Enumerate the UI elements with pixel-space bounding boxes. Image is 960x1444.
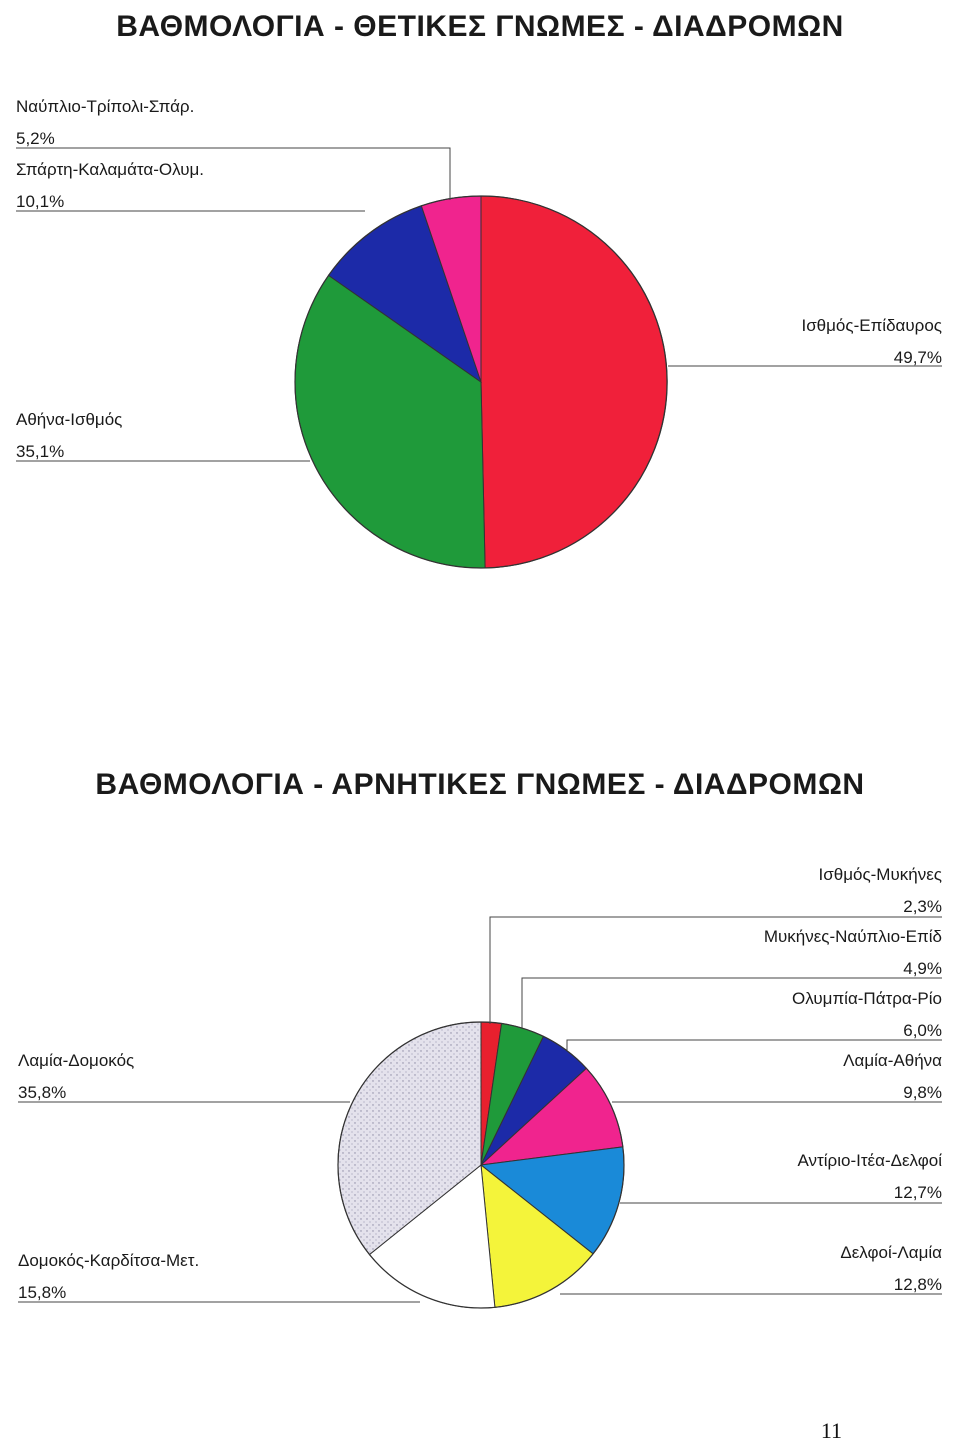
slice-value-ισθμός-επίδαυρος: 49,7% xyxy=(893,348,942,367)
slice-value-δελφοί-λαμία: 12,8% xyxy=(893,1275,942,1294)
slice-label-αθήνα-ισθμός: Αθήνα-Ισθμός xyxy=(16,410,123,429)
slice-label-ναύπλιο-τρίπολι-σπάρ: Ναύπλιο-Τρίπολι-Σπάρ. xyxy=(16,97,195,116)
slice-label-αντίριο-ιτέα-δελφοί: Αντίριο-Ιτέα-Δελφοί xyxy=(797,1151,942,1170)
slice-value-δομοκός-καρδίτσα-μετ: 15,8% xyxy=(18,1283,67,1302)
slice-label-δομοκός-καρδίτσα-μετ: Δομοκός-Καρδίτσα-Μετ. xyxy=(18,1251,200,1270)
pie-slice-ισθμός-επίδαυρος xyxy=(481,196,667,568)
slice-value-μυκήνες-ναύπλιο-επίδ: 4,9% xyxy=(903,959,942,978)
slice-value-ολυμπία-πάτρα-ρίο: 6,0% xyxy=(903,1021,942,1040)
page-number: 11 xyxy=(820,1418,842,1443)
slice-label-λαμία-αθήνα: Λαμία-Αθήνα xyxy=(843,1051,942,1070)
chart-title-positive: ΒΑΘΜΟΛΟΓΙΑ - ΘΕΤΙΚΕΣ ΓΝΩΜΕΣ - ΔΙΑΔΡΟΜΩΝ xyxy=(116,10,844,43)
slice-value-λαμία-δομοκός: 35,8% xyxy=(18,1083,67,1102)
slice-value-σπάρτη-καλαμάτα-ολυμ: 10,1% xyxy=(16,192,65,211)
slice-value-λαμία-αθήνα: 9,8% xyxy=(903,1083,942,1102)
slice-value-αντίριο-ιτέα-δελφοί: 12,7% xyxy=(893,1183,942,1202)
slice-label-δελφοί-λαμία: Δελφοί-Λαμία xyxy=(840,1243,942,1262)
slice-value-ισθμός-μυκήνες: 2,3% xyxy=(903,897,942,916)
slice-label-ολυμπία-πάτρα-ρίο: Ολυμπία-Πάτρα-Ρίο xyxy=(792,989,942,1008)
slice-value-ναύπλιο-τρίπολι-σπάρ: 5,2% xyxy=(16,129,55,148)
leader-line-ολυμπία-πάτρα-ρίο xyxy=(567,1040,942,1050)
slice-value-αθήνα-ισθμός: 35,1% xyxy=(16,442,65,461)
slice-label-λαμία-δομοκός: Λαμία-Δομοκός xyxy=(18,1051,135,1070)
chart-title-negative: ΒΑΘΜΟΛΟΓΙΑ - ΑΡΝΗΤΙΚΕΣ ΓΝΩΜΕΣ - ΔΙΑΔΡΟΜΩΝ xyxy=(95,768,865,801)
slice-label-ισθμός-επίδαυρος: Ισθμός-Επίδαυρος xyxy=(801,316,942,335)
slice-label-ισθμός-μυκήνες: Ισθμός-Μυκήνες xyxy=(818,865,942,884)
slice-label-μυκήνες-ναύπλιο-επίδ: Μυκήνες-Ναύπλιο-Επίδ xyxy=(763,927,942,946)
slice-label-σπάρτη-καλαμάτα-ολυμ: Σπάρτη-Καλαμάτα-Ολυμ. xyxy=(16,160,205,179)
